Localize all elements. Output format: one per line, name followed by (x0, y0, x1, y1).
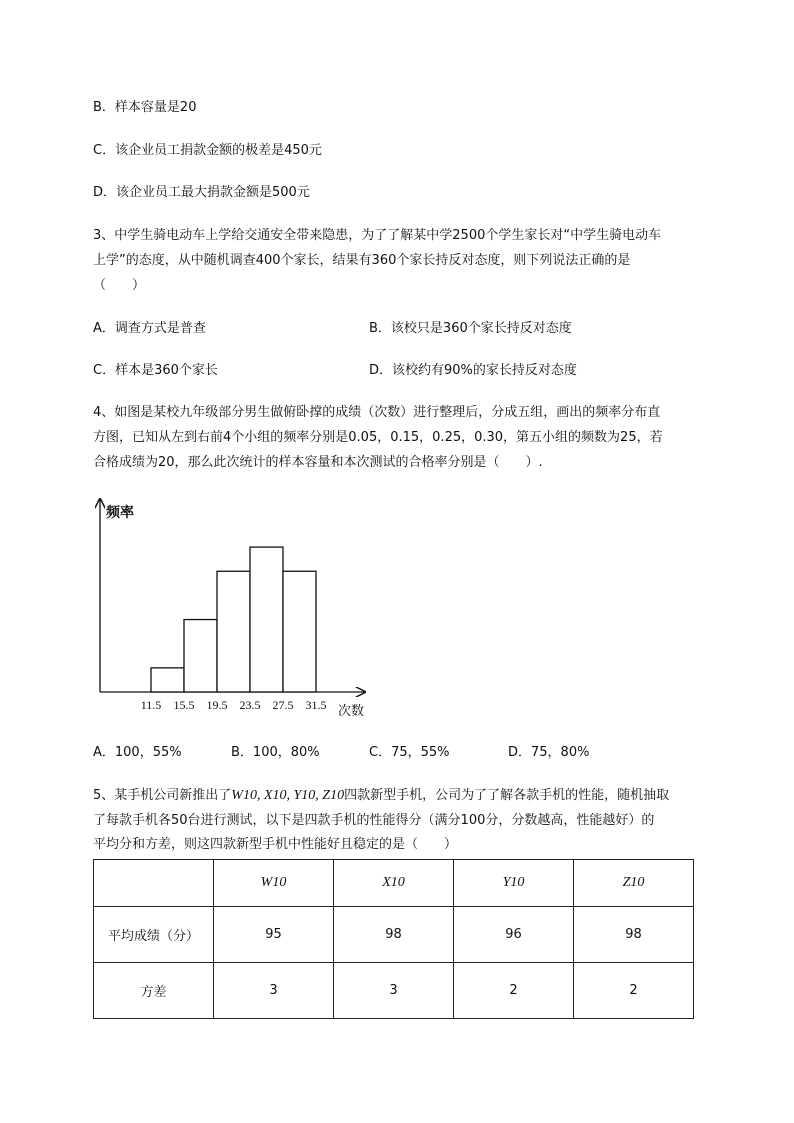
q3-stem-line2: 上学”的态度，从中随机调查400个家长，结果有360个家长持反对态度，则下列说法正确的是 (93, 253, 631, 268)
q5-stem-line3: 平均分和方差，则这四款新型手机中性能好且稳定的是（ ） (93, 837, 458, 852)
q5-stem-line2: 了每款手机各50台进行测试，以下是四款手机的性能得分（满分100分，分数越高，性能越好）的 (93, 813, 655, 828)
table-cell: 2 (574, 963, 694, 1019)
table-header-cell: X10 (334, 860, 454, 907)
table-row (94, 907, 694, 963)
table-row (94, 963, 694, 1019)
q4-stem-line2: 方图，已知从左到右前4个小组的频率分别是0.05，0.15，0.25，0.30，第五小组的频数为25，若 (93, 430, 663, 445)
phone-score-table (93, 859, 694, 1019)
frequency-histogram (88, 496, 388, 726)
q5-stem-line1-b: 四款新型手机，公司为了了解各款手机的性能，随机抽取 (344, 788, 670, 803)
q2-option-c: C．该企业员工捐款金额的极差是450元 (93, 143, 322, 158)
table-cell: 98 (334, 907, 454, 963)
table-header-cell (94, 860, 214, 907)
table-cell: 98 (574, 907, 694, 963)
histogram-bar-5 (283, 571, 316, 692)
table-cell: 96 (454, 907, 574, 963)
q3-option-d: D．该校约有90%的家长持反对态度 (369, 363, 577, 378)
table-cell: 平均成绩（分） (94, 907, 214, 963)
q4-stem-line3: 合格成绩为20，那么此次统计的样本容量和本次测试的合格率分别是（ ）. (93, 455, 543, 470)
x-tick-label: 23.5 (239, 698, 261, 712)
table-cell: 2 (454, 963, 574, 1019)
table-header-cell: Z10 (574, 860, 694, 907)
q3-stem-line3: （ ） (93, 278, 146, 293)
x-tick-label: 11.5 (140, 698, 162, 712)
histogram-bar-4 (250, 547, 283, 692)
table-header-cell: Y10 (454, 860, 574, 907)
table-cell: 3 (334, 963, 454, 1019)
q5-models-inline: W10, X10, Y10, Z10 (231, 788, 345, 803)
x-tick-label: 19.5 (206, 698, 228, 712)
histogram-bar-2 (184, 620, 217, 692)
x-axis-label: 次数 (338, 704, 365, 719)
table-cell: 3 (214, 963, 334, 1019)
q3-option-a: A．调查方式是普查 (93, 321, 206, 336)
table-header-row (94, 860, 694, 907)
x-tick-label: 15.5 (173, 698, 195, 712)
q4-option-b: B．100，80% (231, 745, 320, 760)
x-tick-label: 27.5 (272, 698, 294, 712)
q4-option-c: C．75，55% (369, 745, 450, 760)
histogram-bar-3 (217, 571, 250, 692)
table-cell: 95 (214, 907, 334, 963)
q2-option-b: B．样本容量是20 (93, 100, 197, 115)
q5-stem-line1-a: 5、某手机公司新推出了 (93, 788, 232, 803)
q4-option-d: D．75，80% (508, 745, 590, 760)
q4-stem-line1: 4、如图是某校九年级部分男生做俯卧撑的成绩（次数）进行整理后，分成五组，画出的频率分布直 (93, 405, 661, 420)
table-header-cell: W10 (214, 860, 334, 907)
q2-option-d: D．该企业员工最大捐款金额是500元 (93, 185, 310, 200)
y-axis-label: 频率 (106, 505, 134, 521)
x-tick-label: 31.5 (305, 698, 327, 712)
q3-stem-line1: 3、中学生骑电动车上学给交通安全带来隐患，为了了解某中学2500个学生家长对“中学生骑电动车 (93, 228, 662, 243)
q3-option-c: C．样本是360个家长 (93, 363, 218, 378)
q4-option-a: A．100，55% (93, 745, 182, 760)
histogram-bar-1 (151, 668, 184, 692)
q3-option-b: B．该校只是360个家长持反对态度 (369, 321, 572, 336)
table-cell: 方差 (94, 963, 214, 1019)
q5-stem-line1 (93, 787, 669, 805)
